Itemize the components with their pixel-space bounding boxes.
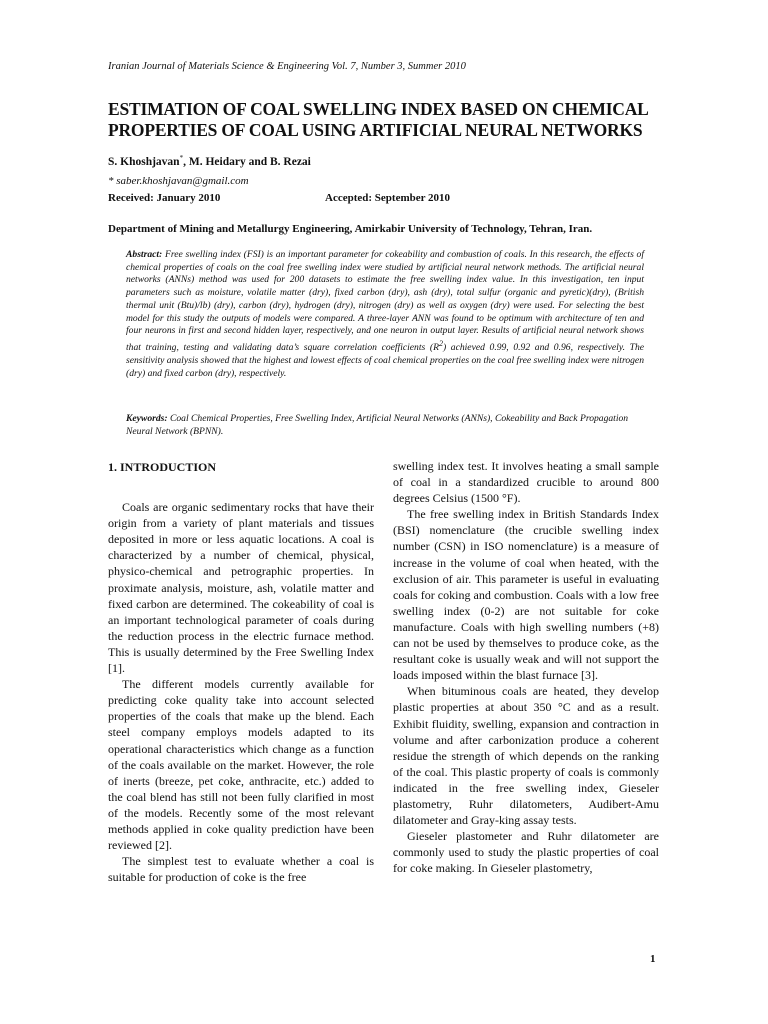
right-column: [393, 458, 659, 876]
abstract-superscript: 2: [438, 338, 443, 348]
paragraph: Coals are organic sedimentary rocks that have their origin from a variety of plant materials and tissues deposited in more or less aquatic locations. A coal is characterized by a number of chemical, physical, physico-chemical and petrographic properties. In proximate analysis, moisture, ash, volatile matter and fixed carbon are determined. The cokeability of coal is an important technological parameter of coals during the reduction process in the electric furnace method. This is usually determined by the Free Swelling Index [1].: [108, 500, 374, 676]
paper-title: [108, 99, 668, 141]
author-email: * saber.khoshjavan@gmail.com: [108, 175, 249, 187]
author-rest: , M. Heidary and B. Rezai: [183, 155, 311, 168]
keywords-text: Coal Chemical Properties, Free Swelling Index, Artificial Neural Networks (ANNs), Cokeability and Back Propagation Neural Network (BPNN).: [126, 413, 629, 437]
corresponding-mark: *: [179, 154, 184, 162]
received-date: Received: January 2010: [108, 192, 221, 204]
page-number: 1: [650, 953, 656, 965]
paragraph: swelling index test. It involves heating a small sample of coal in a standardized crucible to around 800 degrees Celsius (1500 °F).: [393, 459, 659, 506]
paragraph: The free swelling index in British Standards Index (BSI) nomenclature (the crucible swelling index number (CSN) in ISO nomenclature) is a measure of increase in the volume of coal when heated, with the exclusion of air. This parameter is useful in evaluating coals for coking and combustion. Coals with a low free swelling index (0-2) are not suitable for coke manufacture. Coals with high swelling numbers (+8) can not be used by themselves to produce coke, as the resultant coke is usually weak and will not support the loads imposed within the blast furnace [3].: [393, 507, 659, 683]
paragraph: When bituminous coals are heated, they develop plastic properties at about 350 °C and as a result. Exhibit fluidity, swelling, expansion and contraction in volume and after carbonization produce a coherent residue the strength of which depends on the ranking of the coal. This plastic property of coals is commonly indicated in the free swelling index, Gieseler plastometry, Ruhr dilatometers, Audibert-Amu dilatometer and Gray-king assay tests.: [393, 684, 659, 828]
affiliation: Department of Mining and Metallurgy Engineering, Amirkabir University of Technology, Tehran, Iran.: [108, 223, 593, 235]
journal-header: Iranian Journal of Materials Science & Engineering Vol. 7, Number 3, Summer 2010: [108, 61, 466, 72]
paragraph: The different models currently available for predicting coke quality take into account selected properties of the coals that make up the blend. Each steel company employs models adapted to its operational characteristics which change as a function of the coals available on the market. However, the role of inerts (breeze, pet coke, anthracite, etc.) added to the coal blend has still not been fully clarified in most of the models. Recently some of the most relevant methods applied in coke quality prediction have been reviewed [2].: [108, 677, 374, 853]
abstract: [126, 249, 644, 380]
paragraph: Gieseler plastometer and Ruhr dilatometer are commonly used to study the plastic properties of coal for coke making. In Gieseler plastometry,: [393, 829, 659, 876]
paragraph: The simplest test to evaluate whether a coal is suitable for production of coke is the free: [108, 854, 374, 885]
title-line: ESTIMATION OF COAL SWELLING INDEX BASED ON CHEMICAL: [108, 99, 649, 119]
accepted-date: Accepted: September 2010: [325, 192, 451, 204]
keywords-label: Keywords:: [126, 413, 168, 424]
title-line: PROPERTIES OF COAL USING ARTIFICIAL NEURAL NETWORKS: [108, 120, 643, 140]
abstract-text: Free swelling index (FSI) is an important parameter for cokeability and combustion of coals. In this research, the effects of chemical properties of coals on the coal free swelling index were studied by artificial neural network methods. The artificial neural networks (ANNs) method was used for 200 datasets to estimate the free swelling index value. In this investigation, ten input parameters such as moisture, volatile matter (dry), fixed carbon (dry), ash (dry), total sulfur (organic and pyretic)(dry), (British thermal unit (Btu)/lb) (dry), carbon (dry), hydrogen (dry), nitrogen (dry) as well as oxygen (dry) were used. For selecting the best model for this study the outputs of models were compared. A three-layer ANN was found to be optimum with architecture of ten and four neurons in first and second hidden layer, respectively, and one neuron in output layer. Results of artificial neural network shows that training, testing and validating data’s square correlation coefficients (R: [126, 249, 644, 354]
author-first: S. Khoshjavan: [108, 155, 180, 168]
abstract-label: Abstract:: [126, 249, 163, 260]
abstract-text-end: ) achieved 0.99, 0.92 and 0.96, respectively. The sensitivity analysis showed that the highest and lowest effects of coal chemical properties on the coal free swelling index were nitrogen (dry) and fixed carbon (dry), respectively.: [126, 342, 644, 379]
section-heading: 1. INTRODUCTION: [108, 460, 217, 474]
left-column: [108, 457, 374, 885]
authors: [108, 154, 311, 168]
keywords: [126, 413, 644, 438]
